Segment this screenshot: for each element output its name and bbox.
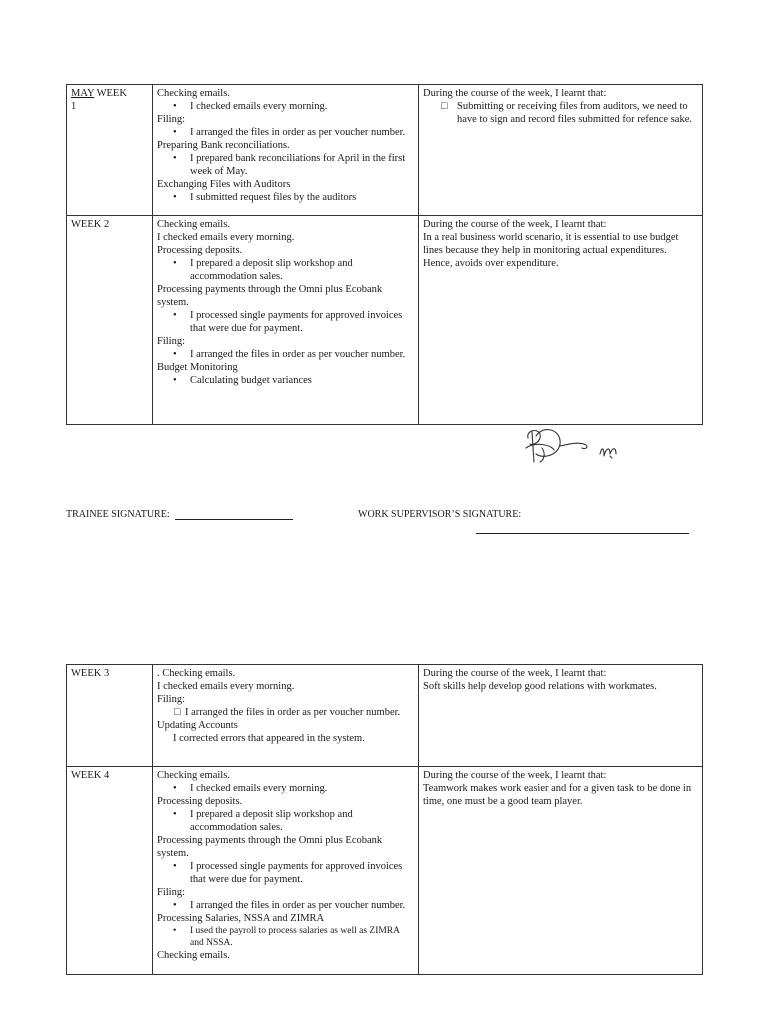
bullet-icon: • [173, 375, 177, 386]
learnt-intro: During the course of the week, I learnt that: [423, 88, 607, 99]
week-cell [67, 85, 153, 216]
bullet-icon: • [173, 861, 177, 872]
table-row [67, 767, 703, 975]
activity-item [157, 309, 414, 335]
activity-item [157, 899, 414, 912]
activity-item-text: I checked emails every morning. [190, 783, 328, 794]
activity-item-text: I arranged the files in order as per voucher number. [185, 707, 401, 718]
learnt-text: Soft skills help develop good relations with workmates. [423, 681, 657, 692]
activity-item-text: I arranged the files in order as per voucher number. [190, 127, 406, 138]
activity-item-text: I used the payroll to process salaries as well as ZIMRA and NSSA. [190, 926, 400, 948]
learnt-cell [419, 216, 703, 425]
learnt-cell [419, 85, 703, 216]
activity-heading: Processing Salaries, NSSA and ZIMRA [157, 913, 325, 924]
activity-item-text: I prepared a deposit slip workshop and accommodation sales. [190, 809, 353, 833]
activity-heading: Updating Accounts [157, 720, 238, 731]
week-month: MAY [71, 88, 95, 99]
learnt-intro: During the course of the week, I learnt that: [423, 219, 607, 230]
activity-heading: Preparing Bank reconciliations. [157, 140, 290, 151]
supervisor-signature-line [476, 533, 689, 534]
activity-item [157, 925, 414, 949]
activity-item-text: I processed single payments for approved invoices that were due for payment. [190, 861, 403, 885]
learnt-item-text: Submitting or receiving files from auditors, we need to have to sign and record files submitted for refence sake. [457, 101, 692, 125]
bullet-icon: • [173, 310, 177, 321]
learnt-intro: During the course of the week, I learnt that: [423, 770, 607, 781]
activity-item-text: I submitted request files by the auditors [190, 192, 357, 203]
activity-heading: Checking emails. [157, 770, 230, 781]
activities-cell [153, 767, 419, 975]
table-row [67, 216, 703, 425]
activity-heading: Checking emails. [157, 88, 230, 99]
trainee-signature-line [175, 519, 293, 520]
bullet-icon: • [173, 783, 177, 794]
activities-cell [153, 665, 419, 767]
learnt-cell [419, 767, 703, 975]
activities-cell [153, 85, 419, 216]
bullet-icon: • [173, 192, 177, 203]
bullet-icon: • [173, 809, 177, 820]
activity-heading: Processing payments through the Omni plus Ecobank system. [157, 835, 383, 859]
bullet-icon: • [173, 101, 177, 112]
activity-heading: Exchanging Files with Auditors [157, 179, 291, 190]
activity-item [157, 191, 414, 204]
activity-item [157, 782, 414, 795]
table-row [67, 665, 703, 767]
activity-item [157, 860, 414, 886]
activity-item-text: I prepared bank reconciliations for April in the first week of May. [190, 153, 406, 177]
activity-heading: I checked emails every morning. [157, 232, 295, 243]
activity-item-text: I arranged the files in order as per voucher number. [190, 900, 406, 911]
weekly-log-table-1 [66, 84, 703, 425]
activity-heading: Processing deposits. [157, 796, 243, 807]
box-bullet-icon: □ [174, 707, 181, 718]
activity-heading: Checking emails. [157, 950, 230, 961]
activity-item [157, 126, 414, 139]
activity-heading: Filing: [157, 114, 186, 125]
bullet-icon: • [173, 258, 177, 269]
activity-item [157, 374, 414, 387]
activity-item-text: I prepared a deposit slip workshop and accommodation sales. [190, 258, 353, 282]
trainee-signature-label: TRAINEE SIGNATURE: [66, 509, 170, 520]
week-number: 1 [71, 101, 77, 112]
activities-cell [153, 216, 419, 425]
activity-heading: Processing payments through the Omni plus Ecobank system. [157, 284, 383, 308]
bullet-icon: • [173, 900, 177, 911]
weekly-log-table-2 [66, 664, 703, 975]
box-bullet-icon: □ [441, 101, 448, 112]
week-cell: WEEK 3 [67, 665, 153, 767]
learnt-text: Teamwork makes work easier and for a given task to be done in time, one must be a good team player. [423, 783, 692, 807]
learnt-text: In a real business world scenario, it is essential to use budget lines because they help in monitoring actual expenditures. Hence, avoids over expenditure. [423, 232, 679, 269]
activity-item-text: I processed single payments for approved invoices that were due for payment. [190, 310, 403, 334]
activity-item [157, 348, 414, 361]
week-cell: WEEK 2 [67, 216, 153, 425]
activity-heading: Checking emails. [157, 219, 230, 230]
activity-item [157, 808, 414, 834]
activity-item [157, 152, 414, 178]
week-cell: WEEK 4 [67, 767, 153, 975]
table-row [67, 85, 703, 216]
activity-item [157, 706, 414, 719]
activity-item-text: I arranged the files in order as per voucher number. [190, 349, 406, 360]
week-label: WEEK [94, 88, 127, 99]
activity-item [157, 257, 414, 283]
activity-heading: I checked emails every morning. [157, 681, 295, 692]
learnt-intro: During the course of the week, I learnt that: [423, 668, 607, 679]
activity-heading: Processing deposits. [157, 245, 243, 256]
supervisor-signature-image [520, 424, 630, 470]
activity-heading: Filing: [157, 336, 186, 347]
bullet-icon: • [173, 153, 177, 164]
activity-heading: Filing: [157, 887, 186, 898]
signature-row [66, 509, 706, 520]
learnt-item [423, 100, 698, 126]
bullet-icon: • [173, 926, 177, 936]
activity-item-text: Calculating budget variances [190, 375, 312, 386]
learnt-cell [419, 665, 703, 767]
supervisor-signature-label: WORK SUPERVISOR’S SIGNATURE: [358, 509, 522, 520]
bullet-icon: • [173, 127, 177, 138]
activity-heading: Filing: [157, 694, 186, 705]
activity-heading: Budget Monitoring [157, 362, 238, 373]
activity-item [157, 100, 414, 113]
activity-item-text: I checked emails every morning. [190, 101, 328, 112]
activity-heading: . Checking emails. [157, 668, 236, 679]
activity-detail: I corrected errors that appeared in the system. [173, 733, 365, 744]
bullet-icon: • [173, 349, 177, 360]
